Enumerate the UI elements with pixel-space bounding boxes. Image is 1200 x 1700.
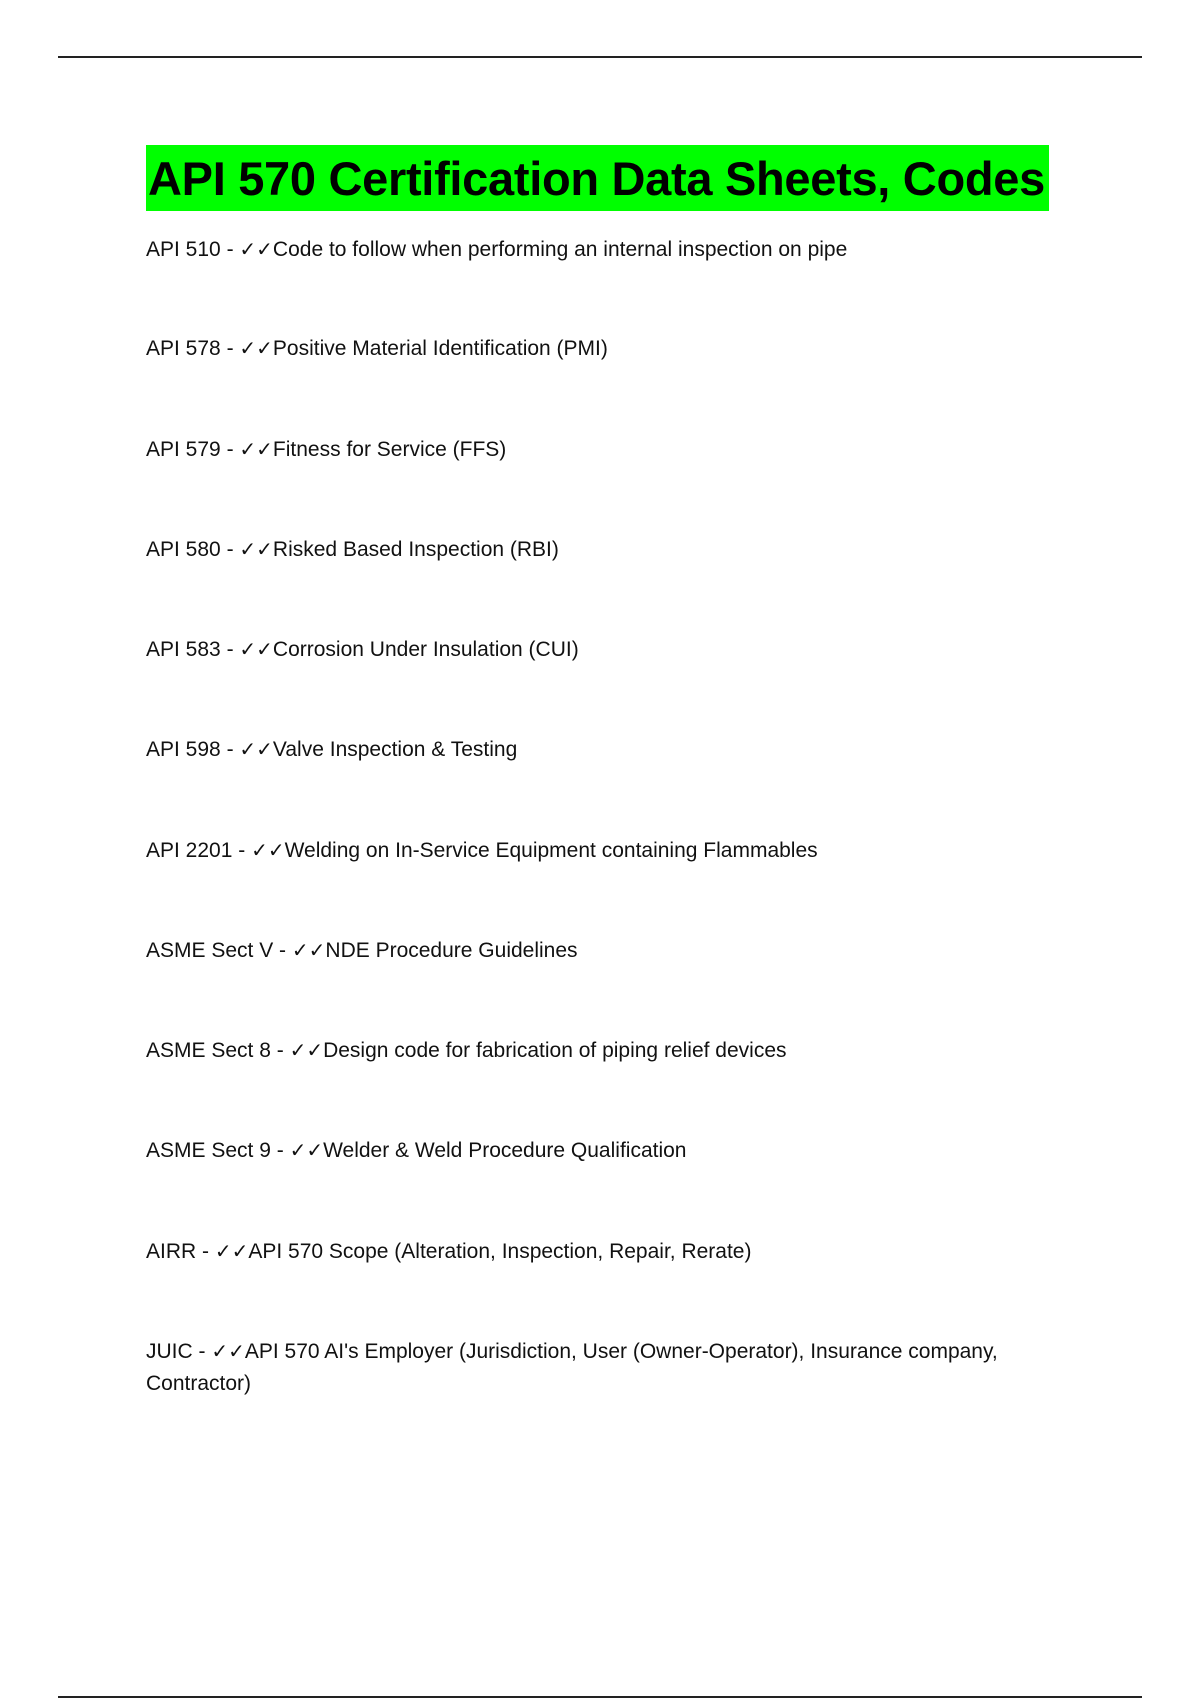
item-term: ASME Sect V: [146, 939, 274, 962]
item-answer: Welder & Weld Procedure Qualification: [323, 1139, 687, 1162]
item-answer: API 570 Scope (Alteration, Inspection, Repair, Rerate): [248, 1240, 752, 1263]
item-separator: -: [220, 438, 240, 461]
list-item: [146, 1335, 1046, 1400]
list-item: [146, 233, 1046, 266]
double-check-icon: ✓✓: [251, 838, 285, 862]
item-separator: -: [220, 638, 240, 661]
item-answer: Valve Inspection & Testing: [272, 738, 518, 761]
double-check-icon: ✓✓: [239, 237, 273, 261]
list-item: [146, 1034, 1046, 1067]
double-check-icon: ✓✓: [239, 737, 273, 761]
double-check-icon: ✓✓: [211, 1339, 245, 1363]
footer-rule: [58, 1696, 1142, 1698]
item-answer: Fitness for Service (FFS): [272, 438, 507, 461]
item-separator: -: [192, 1340, 212, 1363]
item-term: API 2201: [146, 839, 233, 862]
item-separator: -: [232, 839, 252, 862]
list-item: [146, 733, 1046, 766]
list-item: [146, 633, 1046, 666]
item-answer: NDE Procedure Guidelines: [325, 939, 578, 962]
item-separator: -: [270, 1039, 290, 1062]
item-answer: Design code for fabrication of piping relief devices: [323, 1039, 787, 1062]
double-check-icon: ✓✓: [214, 1239, 249, 1263]
item-term: API 598: [146, 738, 221, 761]
document-title: API 570 Certification Data Sheets, Codes: [146, 145, 1049, 211]
item-answer: Positive Material Identification (PMI): [272, 337, 608, 360]
item-separator: -: [196, 1240, 215, 1263]
double-check-icon: ✓✓: [289, 1138, 324, 1162]
item-answer: Welding on In-Service Equipment containing Flammables: [284, 839, 818, 862]
item-separator: -: [273, 939, 292, 962]
item-separator: -: [220, 538, 240, 561]
item-term: API 510: [146, 238, 221, 261]
item-separator: -: [220, 738, 240, 761]
document-body: [146, 145, 1096, 1400]
item-answer: API 570 AI's Employer (Jurisdiction, User (Owner-Operator), Insurance company, Contractor): [146, 1340, 998, 1395]
item-term: API 579: [146, 438, 221, 461]
double-check-icon: ✓✓: [239, 537, 273, 561]
header-rule: [58, 56, 1142, 58]
item-answer: Code to follow when performing an internal inspection on pipe: [272, 238, 848, 261]
double-check-icon: ✓✓: [291, 938, 326, 962]
list-item: [146, 533, 1046, 566]
double-check-icon: ✓✓: [239, 637, 273, 661]
definition-list: [146, 233, 1096, 1400]
item-separator: -: [220, 238, 240, 261]
double-check-icon: ✓✓: [239, 336, 273, 360]
item-separator: -: [270, 1139, 290, 1162]
item-answer: Corrosion Under Insulation (CUI): [272, 638, 579, 661]
list-item: [146, 433, 1046, 466]
item-term: JUIC: [146, 1340, 193, 1363]
double-check-icon: ✓✓: [239, 437, 273, 461]
item-term: API 578: [146, 337, 221, 360]
list-item: [146, 834, 1046, 867]
item-term: AIRR: [146, 1240, 197, 1263]
list-item: [146, 1134, 1046, 1167]
item-answer: Risked Based Inspection (RBI): [272, 538, 559, 561]
item-term: ASME Sect 8: [146, 1039, 271, 1062]
double-check-icon: ✓✓: [289, 1038, 324, 1062]
item-term: API 583: [146, 638, 221, 661]
list-item: [146, 1235, 1046, 1268]
item-separator: -: [220, 337, 240, 360]
list-item: [146, 934, 1046, 967]
list-item: [146, 332, 1046, 365]
item-term: ASME Sect 9: [146, 1139, 271, 1162]
item-term: API 580: [146, 538, 221, 561]
